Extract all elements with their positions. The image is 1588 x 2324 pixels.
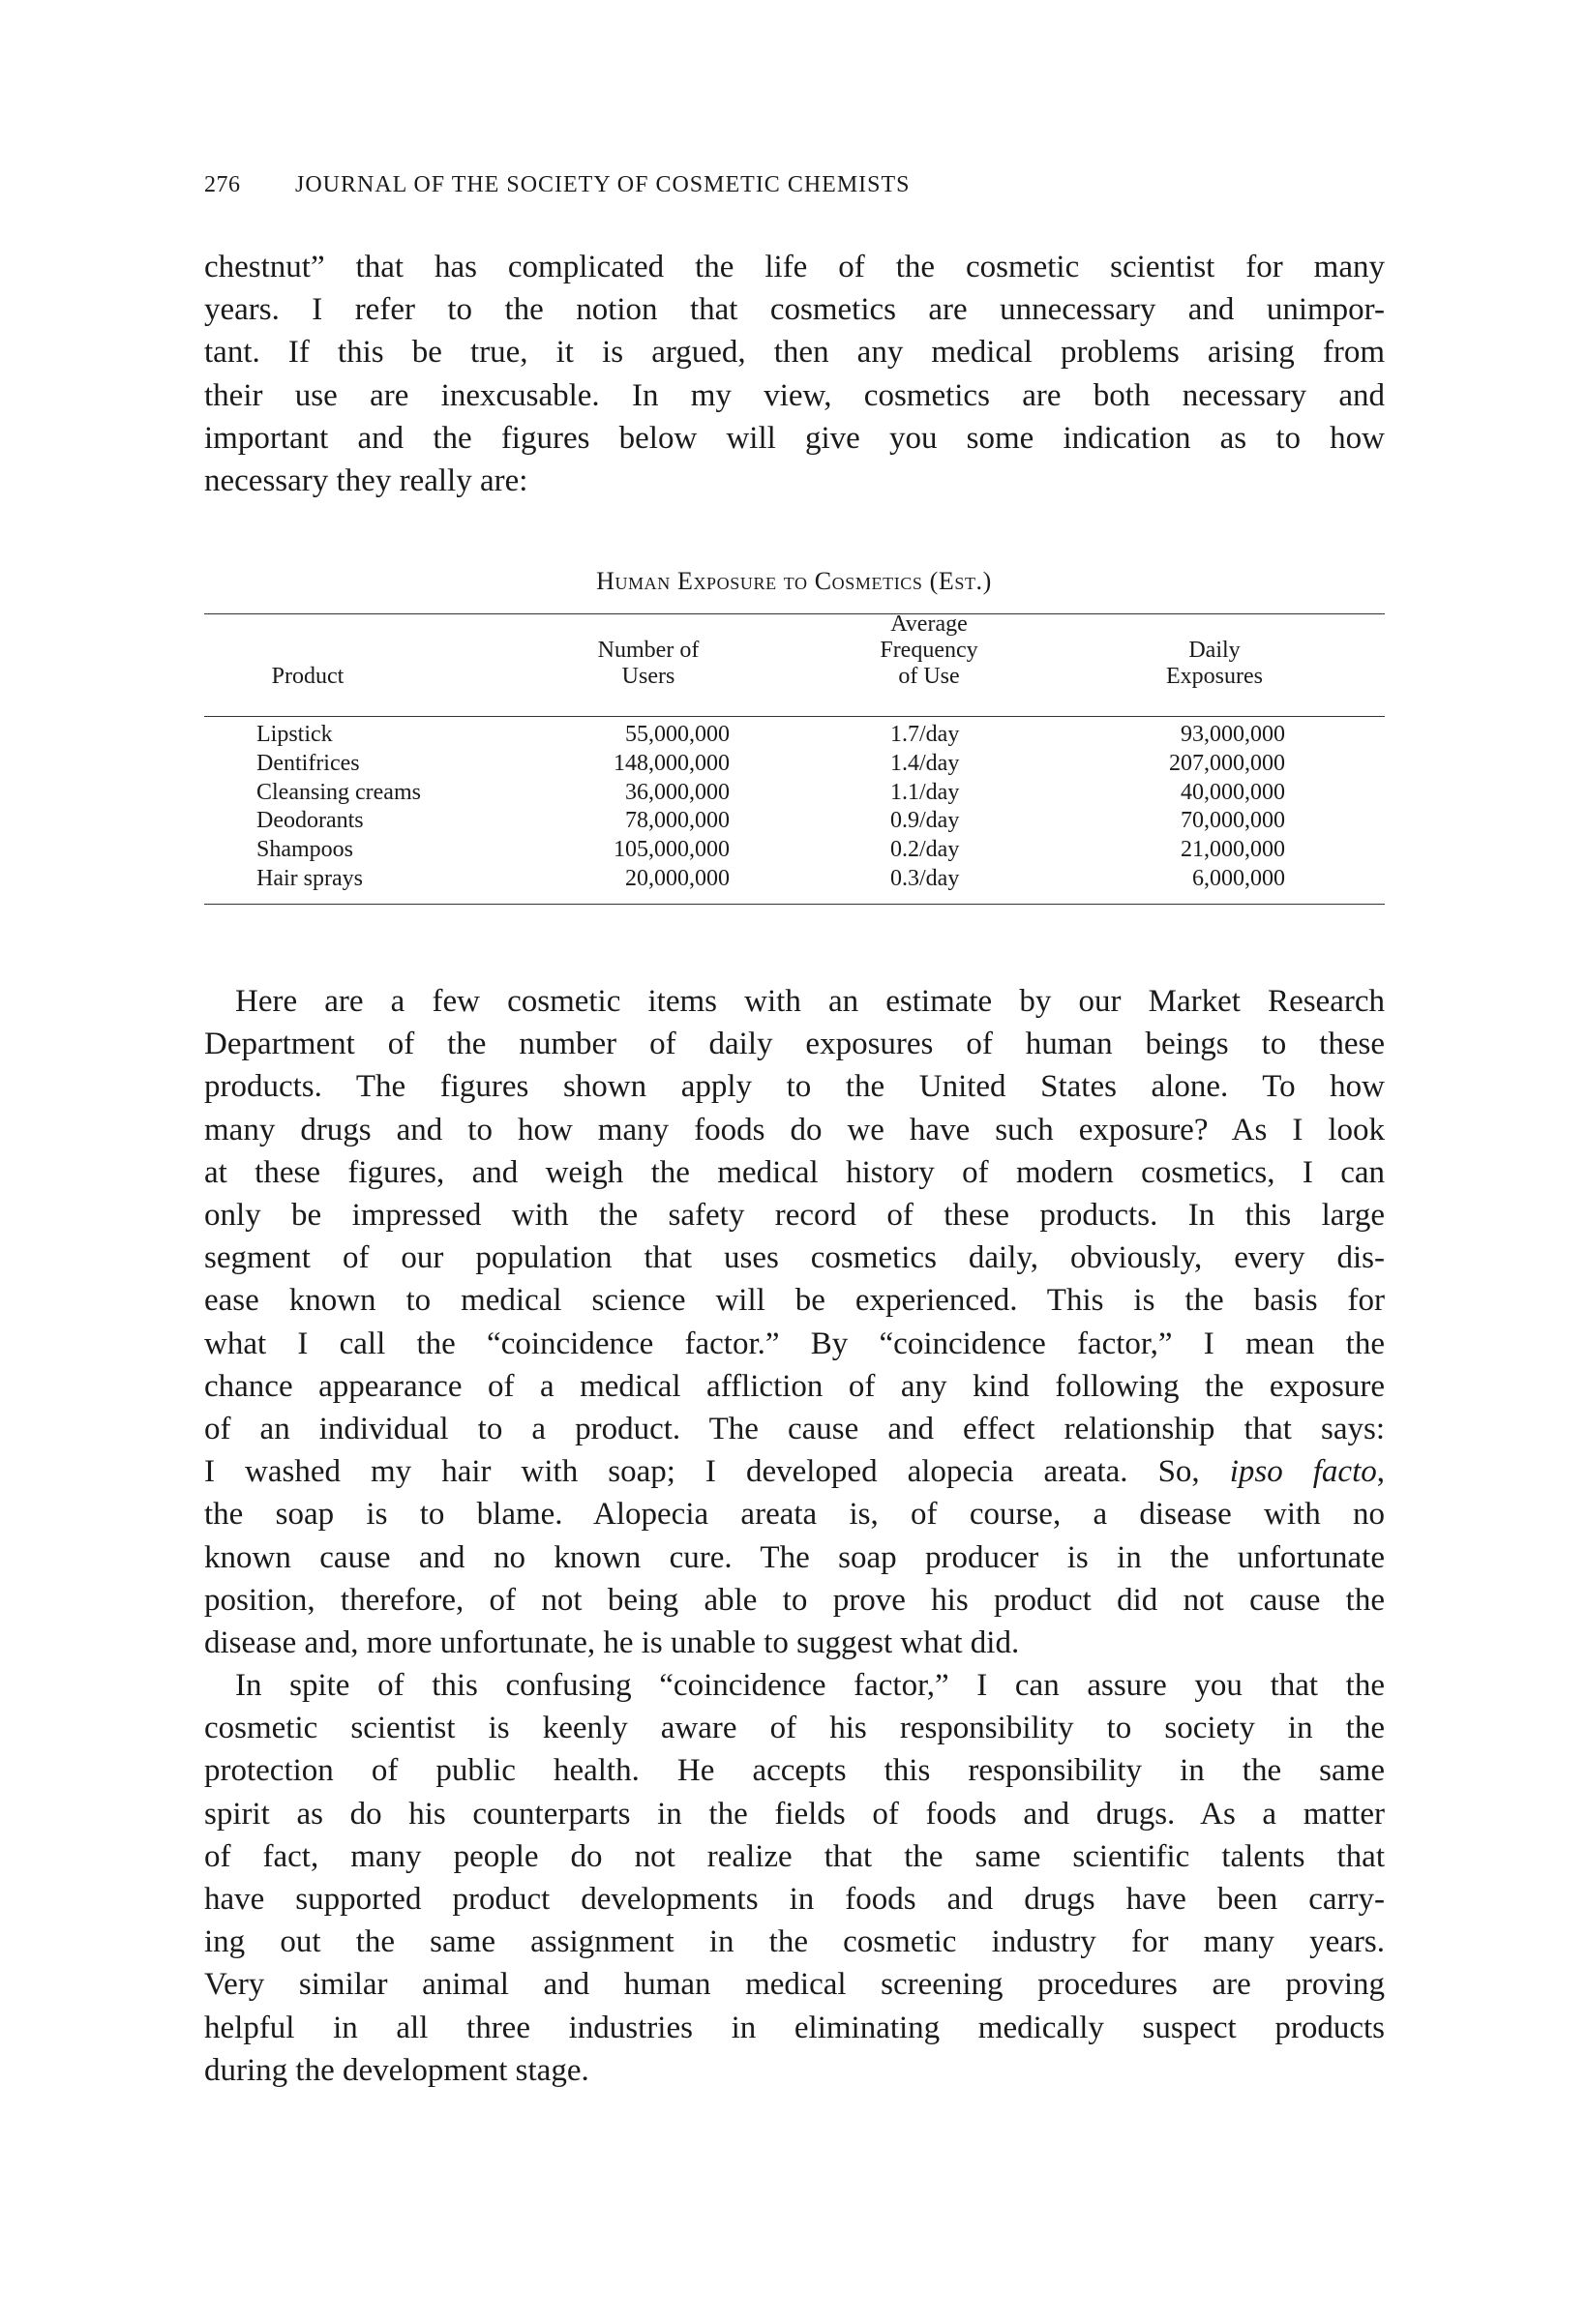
italic-phrase: ipso facto — [1229, 1454, 1377, 1490]
text-line: segment of our population that uses cosmetics daily, obviously, every dis- — [204, 1240, 1385, 1276]
column-daily-exposures — [1094, 721, 1285, 894]
header-daily-exposures: Daily Exposures — [1166, 638, 1263, 689]
table-cell: Cleansing creams — [256, 779, 421, 805]
table-bottom-rule — [204, 904, 1385, 905]
text-line: only be impressed with the safety record of these products. In this large — [204, 1198, 1385, 1234]
text-line: at these figures, and weigh the medical history of modern cosmetics, I can — [204, 1154, 1385, 1190]
table-cell: 36,000,000 — [625, 779, 730, 805]
table-cell: Dentifrices — [256, 750, 360, 776]
header-product: Product — [271, 664, 345, 689]
text-line: protection of public health. He accepts this responsibility in the same — [204, 1753, 1385, 1789]
header-average-frequency: Average Frequency of Use — [880, 611, 978, 689]
text-line: the soap is to blame. Alopecia areata is, of course, a disease with no — [204, 1497, 1385, 1533]
table-cell: 20,000,000 — [625, 865, 730, 891]
table-cell: Deodorants — [256, 808, 364, 834]
text-line: of fact, many people do not realize that the same scientific talents that — [204, 1838, 1385, 1874]
column-users — [542, 721, 730, 894]
table-title: Human Exposure to Cosmetics (Est.) — [596, 567, 992, 595]
table-cell: Hair sprays — [256, 865, 363, 891]
text-line-ipso-facto: I washed my hair with soap; I developed alopecia areata. So, ipso facto, — [204, 1454, 1385, 1490]
text-line: ing out the same assignment in the cosmetic industry for many years. — [204, 1924, 1385, 1960]
text-line: what I call the “coincidence factor.” By “coincidence factor,” I mean the — [204, 1326, 1385, 1361]
column-frequency — [890, 721, 959, 894]
table-cell: 21,000,000 — [1181, 837, 1285, 863]
text-line: have supported product developments in foods and drugs have been carry- — [204, 1882, 1385, 1918]
table-header-rule — [204, 716, 1385, 717]
text-line: of an individual to a product. The cause and effect relationship that says: — [204, 1412, 1385, 1447]
text-line: tant. If this be true, it is argued, then any medical problems arising from — [204, 335, 1385, 371]
table-cell: 0.2/day — [890, 837, 960, 863]
text-line: many drugs and to how many foods do we have such exposure? As I look — [204, 1112, 1385, 1147]
text-line: chance appearance of a medical affliction of any kind following the exposure — [204, 1368, 1385, 1404]
table-cell: 6,000,000 — [1192, 865, 1285, 891]
table-cell: 0.9/day — [890, 808, 960, 834]
text-line: years. I refer to the notion that cosmetics are unnecessary and unimpor- — [204, 292, 1385, 328]
text-line: Here are a few cosmetic items with an estimate by our Market Research — [235, 984, 1385, 1019]
page-number: 276 — [204, 172, 241, 197]
text-line: cosmetic scientist is keenly aware of his responsibility to society in the — [204, 1711, 1385, 1746]
table-cell: 207,000,000 — [1169, 750, 1285, 776]
journal-title: JOURNAL OF THE SOCIETY OF COSMETIC CHEMISTS — [295, 172, 911, 197]
table-top-rule — [204, 613, 1385, 614]
text-line: disease and, more unfortunate, he is unable to suggest what did. — [204, 1625, 1020, 1661]
intro-paragraph — [204, 246, 1385, 502]
table-cell: 105,000,000 — [614, 837, 730, 863]
table-cell: 55,000,000 — [625, 722, 730, 747]
text-line: Very similar animal and human medical screening procedures are proving — [204, 1967, 1385, 2003]
text-line: known cause and no known cure. The soap producer is in the unfortunate — [204, 1539, 1385, 1575]
text-line: helpful in all three industries in eliminating medically suspect products — [204, 2010, 1385, 2045]
table-cell: 40,000,000 — [1181, 779, 1285, 805]
paragraph-coincidence-factor — [204, 1664, 1385, 2092]
text-line: during the development stage. — [204, 2052, 589, 2088]
table-cell: 1.4/day — [890, 750, 960, 776]
table-cell: 0.3/day — [890, 865, 960, 891]
text-line: position, therefore, of not being able to prove his product did not cause the — [204, 1582, 1385, 1618]
text-line: necessary they really are: — [204, 463, 528, 499]
text-line: important and the figures below will give you some indication as to how — [204, 420, 1385, 456]
table-cell: 78,000,000 — [625, 808, 730, 834]
text-line: products. The figures shown apply to the United States alone. To how — [204, 1069, 1385, 1105]
paragraph-market-research — [204, 980, 1385, 1664]
header-number-of-users: Number of Users — [597, 638, 700, 689]
table-cell: 70,000,000 — [1181, 808, 1285, 834]
table-cell: Shampoos — [256, 837, 354, 863]
table-cell: 148,000,000 — [614, 750, 730, 776]
table-cell: 1.1/day — [890, 779, 960, 805]
column-product — [256, 721, 421, 894]
table-cell: Lipstick — [256, 722, 333, 747]
text-line: their use are inexcusable. In my view, cosmetics are both necessary and — [204, 377, 1385, 413]
text-line: Department of the number of daily exposures of human beings to these — [204, 1027, 1385, 1062]
table-cell: 1.7/day — [890, 722, 960, 747]
text-line: chestnut” that has complicated the life of the cosmetic scientist for many — [204, 250, 1385, 284]
table-cell: 93,000,000 — [1181, 722, 1285, 747]
text-line: spirit as do his counterparts in the fields of foods and drugs. As a matter — [204, 1796, 1385, 1832]
text-line: ease known to medical science will be experienced. This is the basis for — [204, 1283, 1385, 1319]
text-line: In spite of this confusing “coincidence factor,” I can assure you that the — [235, 1668, 1385, 1703]
